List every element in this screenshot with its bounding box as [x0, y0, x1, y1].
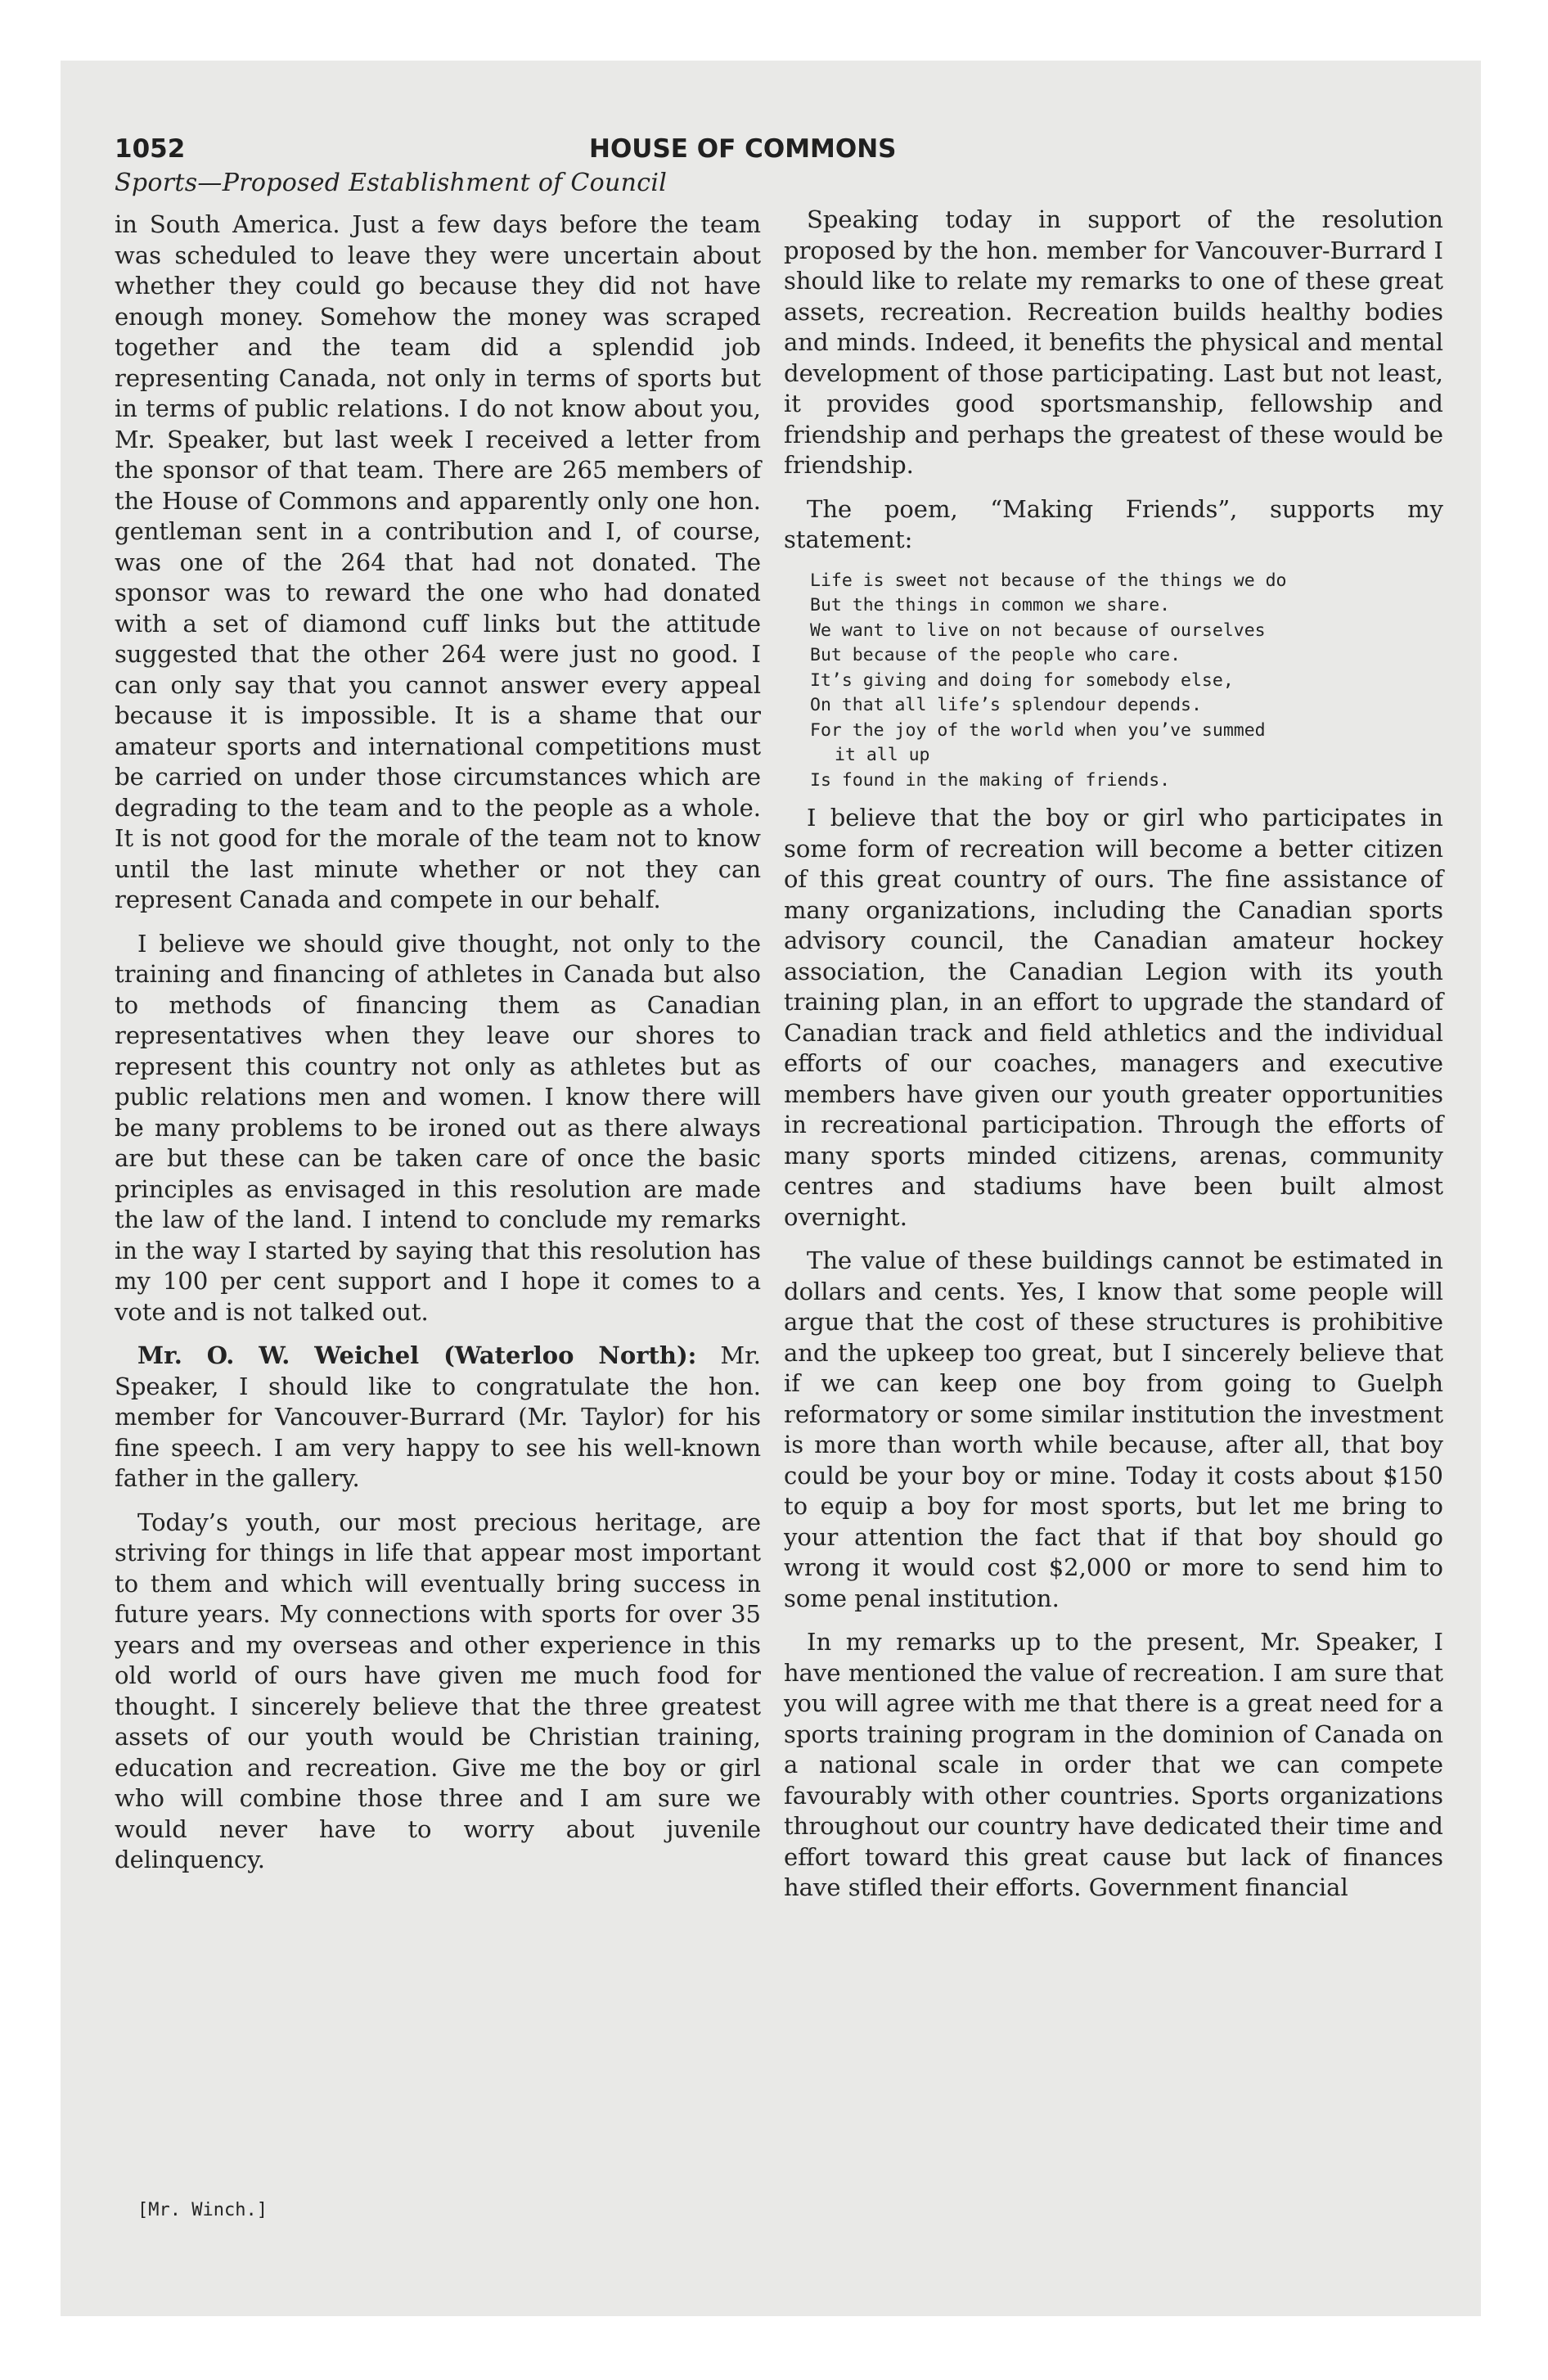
page-footer: [Mr. Winch.] — [137, 2200, 268, 2220]
paragraph: The poem, “Making Friends”, supports my statement: — [784, 494, 1443, 553]
page-number: 1052 — [115, 134, 186, 164]
paragraph: Speaking today in support of the resolution proposed by the hon. member for Vancouver-Burrard I should like to relate my remarks to one of these great assets, recreation. Recreation builds healthy bodies and minds. Indeed, it benefits the physical and mental development of those participating. Last but not least, it provides good sportsmanship, fellowship and friendship and perhaps the greatest of these would be friendship. — [784, 205, 1443, 479]
paragraph: in South America. Just a few days before the team was scheduled to leave they were uncertain about whether they could go because they did not have enough money. Somehow the money was scraped together and the team did a splendid job representing Canada, not only in terms of sports but in terms of public relations. I do not know about you, Mr. Speaker, but last week I received a letter from the sponsor of that team. There are 265 members of the House of Commons and apparently only one hon. gentleman sent in a contribution and I, of course, was one of the 264 that had not donated. The sponsor was to reward the one who had donated with a set of diamond cuff links but the attitude suggested that the other 264 were just no good. I can only say that you cannot answer every appeal because it is impossible. It is a shame that our amateur sports and international competitions must be carried on under those circumstances which are degrading to the team and to the people as a whole. It is not good for the morale of the team not to know until the last minute whether or not they can represent Canada and compete in our behalf. — [115, 210, 761, 913]
poem-line: Life is sweet not because of the things we do — [810, 570, 1287, 591]
paragraph: I believe we should give thought, not only to the training and financing of athletes in Canada but also to methods of financing them as Canadian representatives when they leave our shores to represent this country not only as athletes but as public relations men and women. I know there will be many problems to be ironed out as there always are but these can be taken care of once the basic principles as envisaged in this resolution are made the law of the land. I intend to conclude my remarks in the way I started by saying that this resolution has my 100 per cent support and I hope it comes to a vote and is not talked out. — [115, 929, 761, 1326]
speaker-paragraph — [115, 1341, 761, 1494]
right-column — [784, 205, 1443, 1917]
paragraph: I believe that the boy or girl who participates in some form of recreation will become a better citizen of this great country of ours. The fine assistance of many organizations, including the Canadian sports advisory council, the Canadian amateur hockey association, the Canadian Legion with its youth training plan, in an effort to upgrade the standard of Canadian track and field athletics and the individual efforts of our coaches, managers and executive members have given our youth greater opportunities in recreational participation. Through the efforts of many sports minded citizens, arenas, community centres and stadiums have been built almost overnight. — [784, 804, 1443, 1231]
poem — [810, 569, 1443, 794]
poem-line: On that all life’s splendour depends. — [810, 695, 1202, 715]
page-header — [115, 129, 934, 169]
paragraph: Today’s youth, our most precious heritage, are striving for things in life that appear most important to them and which will eventually bring success in future years. My connections with sports for over 35 years and my overseas and other experience in this old world of ours have given me much food for thought. I sincerely believe that the three greatest assets of our youth would be Christian training, education and recreation. Give me the boy or girl who will combine those three and I am sure we would never have to worry about juvenile delinquency. — [115, 1508, 761, 1873]
page-title: HOUSE OF COMMONS — [589, 134, 897, 164]
poem-line: We want to live on not because of ourselves — [810, 620, 1266, 641]
poem-line: Is found in the making of friends. — [810, 769, 1171, 791]
poem-line: it all up — [835, 745, 930, 765]
poem-line: It’s giving and doing for somebody else, — [810, 669, 1234, 691]
poem-line: But the things in common we share. — [810, 595, 1171, 615]
left-column — [115, 210, 761, 1889]
speaker-text: Mr. Speaker, I should like to congratulate the hon. member for Vancouver-Burrard (Mr. Taylor) for his fine speech. I am very happy to see his well-known father in the gallery. — [115, 1341, 761, 1492]
paragraph: In my remarks up to the present, Mr. Speaker, I have mentioned the value of recreation. I am sure that you will agree with me that there is a great need for a sports training program in the dominion of Canada on a national scale in order that we can compete favourably with other countries. Sports organizations throughout our country have dedicated their time and effort toward this great cause but lack of finances have stifled their efforts. Government financial — [784, 1628, 1443, 1901]
speaker-name: Mr. O. W. Weichel (Waterloo North): — [137, 1341, 697, 1369]
poem-line: But because of the people who care. — [810, 645, 1181, 665]
poem-line: For the joy of the world when you’ve summed — [810, 719, 1266, 741]
paragraph: The value of these buildings cannot be estimated in dollars and cents. Yes, I know that some people will argue that the cost of these structures is prohibitive and the upkeep too great, but I sincerely believe that if we can keep one boy from going to Guelph reformatory or some similar institution the investment is more than worth while because, after all, that boy could be your boy or mine. Today it costs about $150 to equip a boy for most sports, but let me bring to your attention the fact that if that boy should go wrong it would cost $2,000 or more to send him to some penal institution. — [784, 1246, 1443, 1612]
section-subheading: Sports—Proposed Establishment of Council — [115, 169, 668, 197]
